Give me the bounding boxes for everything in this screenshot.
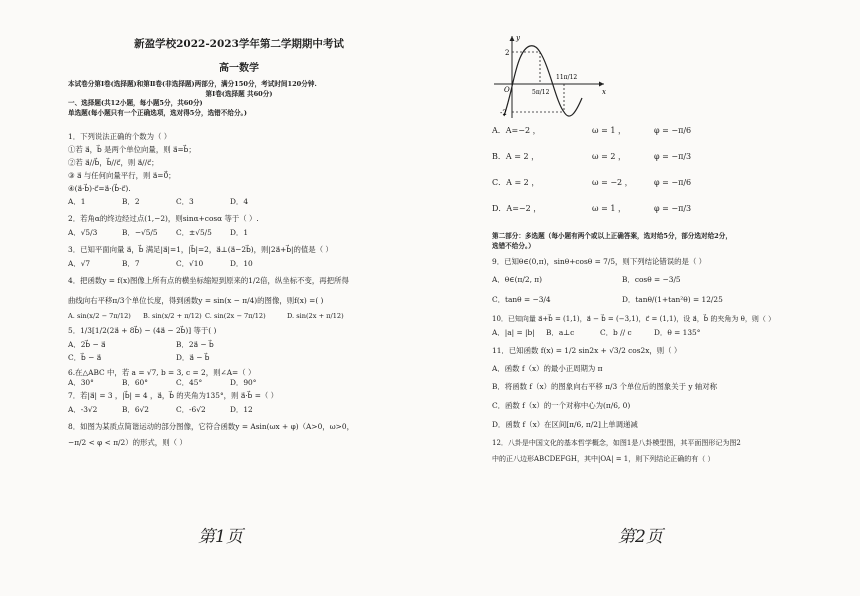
- option-a[interactable]: A．θ∈(π/2, π): [492, 275, 543, 285]
- section-2-note: 选错不给分。）: [492, 241, 535, 250]
- question-10-options: [492, 328, 820, 338]
- option-a[interactable]: A. sin(x/2 − 7π/12): [68, 312, 131, 320]
- tick-11pi-12: 11π/12: [556, 74, 578, 81]
- question-5-options-2: [68, 353, 410, 363]
- section-1-note: 单选题(每小题只有一个正确选项，选对得5分，选错不给分。): [68, 108, 247, 117]
- question-3-options: [68, 259, 410, 269]
- option-c[interactable]: C．-6√2: [176, 404, 206, 414]
- question-1-statement-1: ①若 a⃗，b⃗ 是两个单位向量，则 a⃗=b⃗；: [68, 145, 196, 155]
- option-b[interactable]: B. sin(x/2 + π/12): [143, 312, 202, 320]
- option-c[interactable]: C. sin(2x − 7π/12): [205, 312, 266, 320]
- option-a-omega: ω = 1 ，: [592, 125, 626, 135]
- question-6: 6.在△ABC 中，若 a = √7, b = 3, c = 2，则∠A=（ ）: [68, 367, 256, 377]
- option-d[interactable]: D．10: [230, 259, 253, 269]
- exam-title: 新盈学校2022-2023学年第二学期期中考试: [134, 38, 344, 50]
- option-b[interactable]: B．a⊥c: [546, 328, 575, 338]
- question-6-options: [68, 378, 410, 388]
- question-10: 10．已知向量 a⃗+b⃗ = (1,1)，a⃗ − b⃗ = (−3,1)，c⃗ = (1,1)，设 a⃗，b⃗ 的夹角为 θ，则（ ）: [492, 315, 776, 324]
- exam-intro: 本试卷分第Ⅰ卷(选择题)和第Ⅱ卷(非选择题)两部分，满分150分，考试时间120分钟.: [68, 80, 317, 88]
- option-b[interactable]: [492, 144, 820, 170]
- y-axis-arrow-icon: [510, 36, 515, 41]
- question-3: 3．已知平面向量 a⃗，b⃗ 满足|a⃗|=1，|b⃗|=2，a⃗⊥(a⃗−2b⃗)，则|2a⃗+b⃗|的值是（ ）: [68, 245, 333, 255]
- option-b[interactable]: B．6√2: [122, 404, 149, 414]
- option-b-omega: ω = 2 ，: [592, 151, 626, 161]
- x-axis-arrow-icon: [599, 82, 604, 87]
- question-4-cont: 曲线向右平移π/3个单位长度，得到函数y = sin(x − π/4)的图像，则f(x) =( ): [68, 296, 324, 306]
- question-1-statement-4: ④(a⃗·b⃗)·c⃗=a⃗·(b⃗·c⃗).: [68, 184, 131, 194]
- option-a[interactable]: A．√7: [68, 259, 91, 269]
- option-d[interactable]: [492, 196, 820, 222]
- option-c-amplitude: C．A = 2 ，: [492, 177, 540, 187]
- question-11: 11．已知函数 f(x) = 1/2 sin2x + √3/2 cos2x，则（ ）: [492, 346, 682, 356]
- option-c[interactable]: C．±√5/5: [176, 228, 212, 238]
- option-c[interactable]: C．√10: [176, 259, 204, 269]
- option-d-amplitude: D．A=−2 ，: [492, 203, 542, 213]
- option-a-amplitude: A．A=−2 ，: [492, 125, 541, 135]
- option-d[interactable]: D. sin(2x + π/12): [287, 312, 344, 320]
- option-c[interactable]: C．tanθ = −3/4: [492, 295, 551, 305]
- question-9-options-1: [492, 275, 820, 285]
- page-2-footer: 第2页: [618, 527, 663, 547]
- question-4: 4．把函数y = f(x)图像上所有点的横坐标缩短到原来的1/2倍，纵坐标不变，再把所得: [68, 276, 349, 286]
- question-7: 7．若|a⃗| = 3 ，|b⃗| = 4 ，a⃗，b⃗ 的夹角为135°，则 a⃗·b⃗ =（ ）: [68, 390, 279, 400]
- option-c-phi: φ = −π/6: [654, 177, 692, 187]
- option-b-amplitude: B．A = 2 ，: [492, 151, 540, 161]
- option-c[interactable]: C．b⃗ − a⃗: [68, 352, 102, 362]
- option-d[interactable]: D．tanθ/(1+tan²θ) = 12/25: [622, 295, 723, 305]
- question-12: 12．八卦是中国文化的基本哲学概念，如图1是八卦模型图，其平面图形记为图2: [492, 439, 741, 448]
- section-2-title: 第二部分：多选题（每小题有两个或以上正确答案，选对给5分，部分选对给2分，: [492, 232, 732, 240]
- option-a-phi: φ = −π/6: [654, 125, 692, 135]
- question-8-cont: −π/2 < φ < π/2）的形式，则（ ）: [68, 437, 187, 447]
- question-5-options-1: [68, 340, 410, 350]
- origin-label: O: [504, 86, 510, 94]
- subject-title: 高一数学: [219, 63, 259, 74]
- question-11-option-c[interactable]: C．函数 f（x）的一个对称中心为(π/6, 0): [492, 401, 631, 411]
- option-d-phi: φ = −π/3: [654, 203, 692, 213]
- option-b[interactable]: B．7: [122, 259, 140, 269]
- question-1-statement-3: ③ a⃗ 与任何向量平行，则 a⃗=0⃗；: [68, 171, 176, 181]
- question-8: 8．如图为某质点简谐运动的部分图像，它符合函数y = Asin(ωx + φ)（A>0，ω>0，: [68, 421, 354, 431]
- option-a[interactable]: A．2b⃗ − a⃗: [68, 339, 106, 349]
- question-11-option-a[interactable]: A．函数 f（x）的最小正周期为 π: [492, 364, 603, 374]
- volume-title: 第Ⅰ卷(选择题 共60分): [205, 89, 273, 98]
- y-bottom-label: -2: [500, 109, 507, 117]
- option-a[interactable]: A．30°: [68, 377, 94, 387]
- option-d-omega: ω = 1 ，: [592, 203, 626, 213]
- option-d[interactable]: D．90°: [230, 377, 257, 387]
- question-7-options: [68, 405, 410, 415]
- sine-graph-figure: [490, 32, 610, 122]
- question-1-statement-2: ②若 a⃗//b⃗，b⃗//c⃗，则 a⃗//c⃗；: [68, 158, 159, 168]
- option-a[interactable]: A．√5/3: [68, 228, 98, 238]
- exam-page-2: [430, 0, 860, 596]
- option-c[interactable]: C．45°: [176, 377, 203, 387]
- option-d[interactable]: D．a⃗ − b⃗: [176, 352, 210, 362]
- option-c[interactable]: C．3: [176, 197, 194, 207]
- option-a[interactable]: A．|a| = |b|: [492, 328, 535, 338]
- section-1-title: 一、选择题(共12小题，每小题5分，共60分): [68, 99, 203, 108]
- option-b[interactable]: B．2a⃗ − b⃗: [176, 339, 214, 349]
- option-c[interactable]: C．b // c: [600, 328, 632, 338]
- question-1-options: [68, 197, 410, 207]
- option-c[interactable]: [492, 170, 820, 196]
- question-1: 1．下列说法正确的个数为（ ）: [68, 132, 172, 142]
- option-b[interactable]: B．60°: [122, 377, 148, 387]
- question-2: 2．若角α的终边经过点(1,−2)，则sinα+cosα 等于（ ）.: [68, 214, 259, 224]
- option-d[interactable]: D．1: [230, 228, 249, 238]
- question-5: 5．1/3[1/2(2a⃗ + 8b⃗) − (4a⃗ − 2b⃗)] 等于( ): [68, 325, 217, 335]
- option-a[interactable]: A．-3√2: [68, 404, 98, 414]
- question-2-options: [68, 228, 410, 238]
- option-a[interactable]: A．1: [68, 197, 86, 207]
- question-8-options: [492, 118, 820, 222]
- y-axis-label: y: [516, 34, 520, 42]
- option-b-phi: φ = −π/3: [654, 151, 692, 161]
- y-top-label: 2: [505, 49, 510, 57]
- question-12-cont: 中的正八边形ABCDEFGH，其中|OA| = 1，则下列结论正确的有（ ）: [492, 454, 715, 463]
- page-1-footer: 第1页: [198, 527, 243, 547]
- option-b[interactable]: B．2: [122, 197, 140, 207]
- question-9: 9．已知θ∈(0,π)，sinθ+cosθ = 7/5，则下列结论错误的是（ ）: [492, 257, 707, 267]
- x-axis-label: x: [602, 88, 606, 96]
- option-d[interactable]: D．12: [230, 404, 253, 414]
- question-4-options: [68, 312, 410, 321]
- option-d[interactable]: D．θ = 135°: [654, 328, 701, 338]
- option-b[interactable]: B．−√5/5: [122, 228, 158, 238]
- option-b[interactable]: B．cosθ = −3/5: [622, 275, 681, 285]
- option-d[interactable]: D．4: [230, 197, 249, 207]
- question-11-option-d[interactable]: D．函数 f（x）在区间[π/6, π/2]上单调递减: [492, 420, 638, 430]
- question-9-options-2: [492, 295, 820, 305]
- question-11-option-b[interactable]: B．将函数 f（x）的图象向右平移 π/3 个单位后的图象关于 y 轴对称: [492, 382, 718, 392]
- option-c-omega: ω = −2 ，: [592, 177, 633, 187]
- tick-5pi-12: 5π/12: [532, 89, 550, 96]
